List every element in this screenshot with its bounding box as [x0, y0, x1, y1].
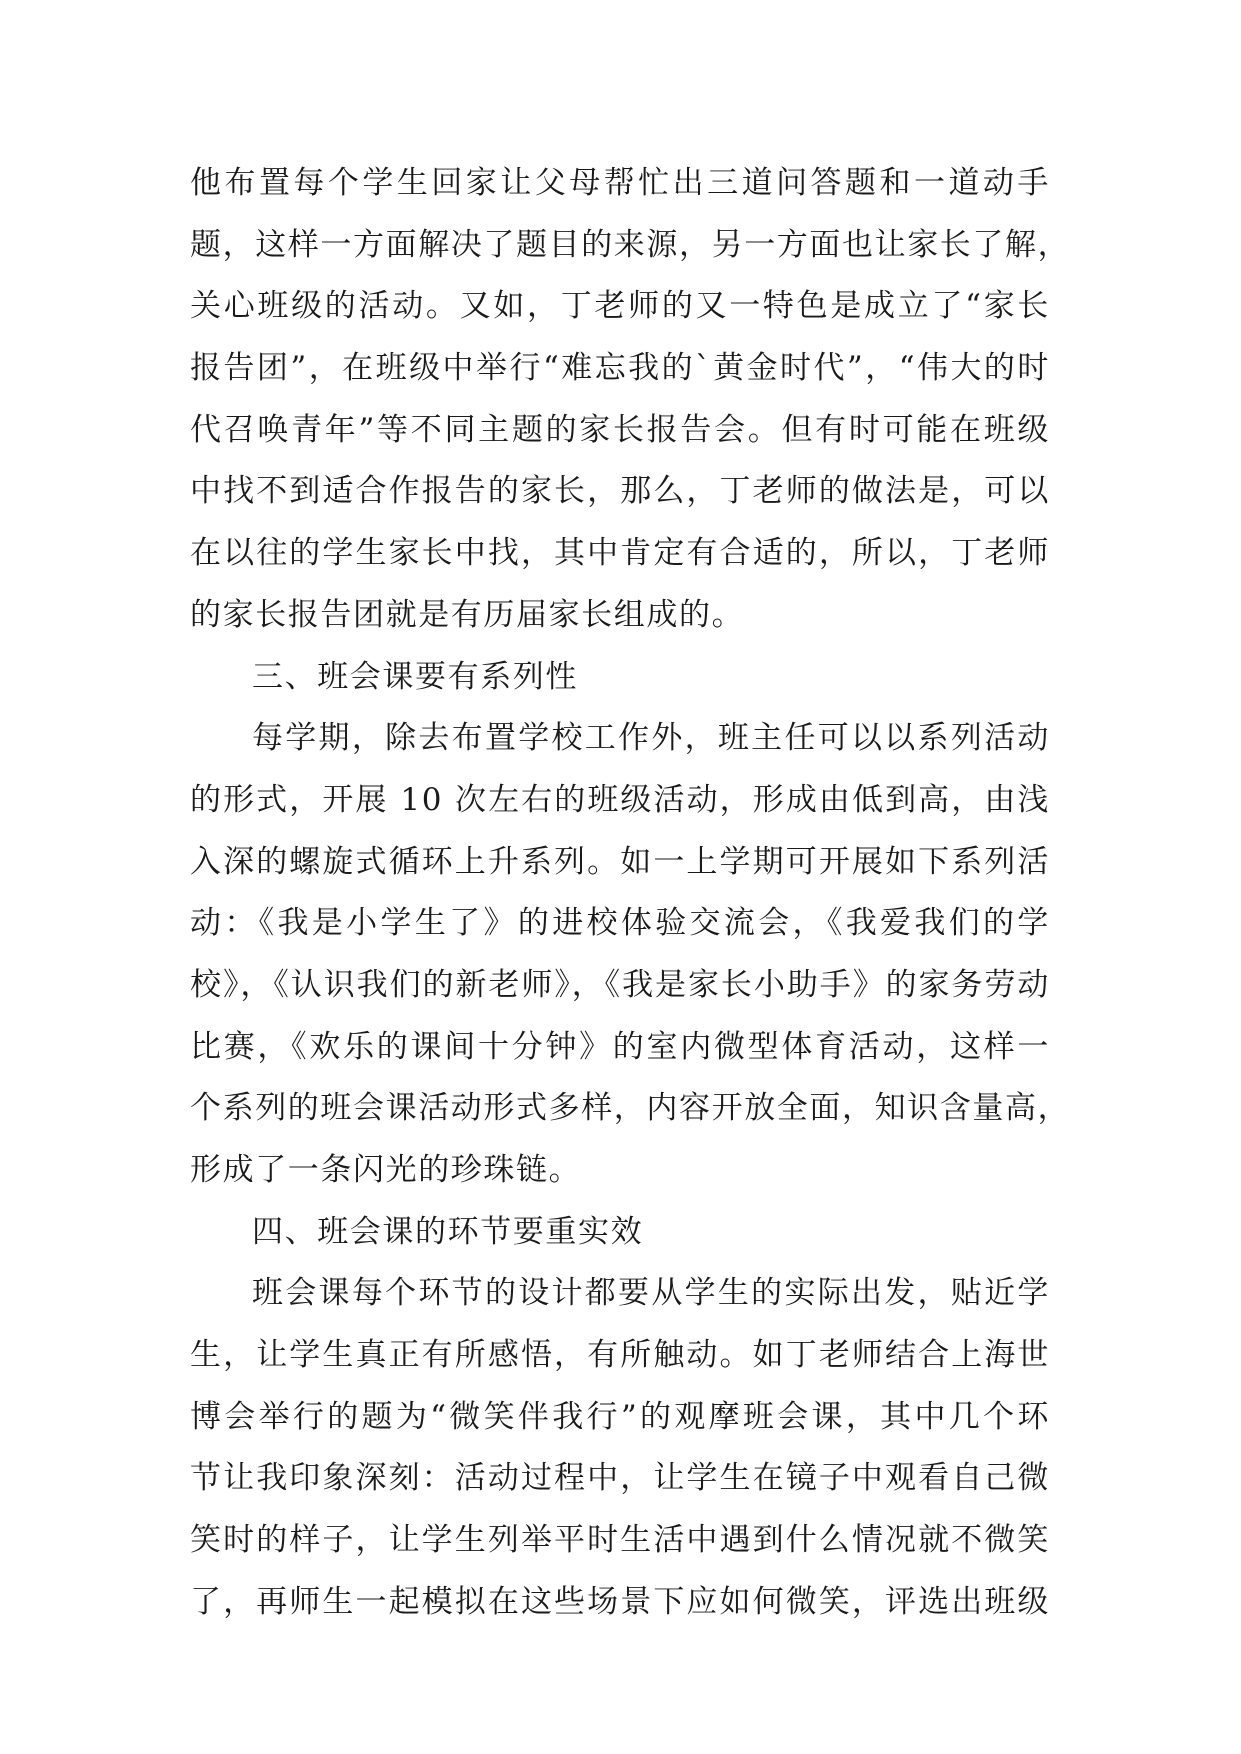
- text-line: 比赛，《欢乐的课间十分钟》的室内微型体育活动，这样一: [190, 1028, 1050, 1065]
- text-line: 动：《我是小学生了》的进校体验交流会，《我爱我们的学: [190, 905, 1050, 942]
- text-line: 笑时的样子，让学生列举平时生活中遇到什么情况就不微笑: [190, 1522, 1050, 1559]
- text-line: 生，让学生真正有所感悟，有所触动。如丁老师结合上海世: [190, 1337, 1050, 1374]
- text-line: 博会举行的题为“微笑伴我行”的观摩班会课，其中几个环: [190, 1398, 1050, 1435]
- text-line: 关心班级的活动。又如，丁老师的又一特色是成立了“家长: [190, 288, 1050, 325]
- text-line: 他布置每个学生回家让父母帮忙出三道问答题和一道动手: [190, 165, 1050, 201]
- text-line: 题，这样一方面解决了题目的来源，另一方面也让家长了解，: [190, 226, 1071, 263]
- text-line: 代召唤青年”等不同主题的家长报告会。但有时可能在班级: [190, 411, 1050, 448]
- text-line: 在以往的学生家长中找，其中肯定有合适的，所以，丁老师: [190, 535, 1050, 572]
- text-line: 班会课每个环节的设计都要从学生的实际出发，贴近学: [252, 1275, 1050, 1312]
- text-line: 个系列的班会课活动形式多样，内容开放全面，知识含量高，: [190, 1090, 1071, 1127]
- text-line: 的形式，开展 10 次左右的班级活动，形成由低到高，由浅: [190, 781, 1050, 818]
- text-line: 入深的螺旋式循环上升系列。如一上学期可开展如下系列活: [190, 843, 1050, 880]
- text-line: 每学期，除去布置学校工作外，班主任可以以系列活动: [252, 720, 1050, 757]
- text-line: 校》，《认识我们的新老师》，《我是家长小助手》的家务劳动: [190, 966, 1050, 1003]
- text-line: 形成了一条闪光的珍珠链。: [190, 1152, 582, 1188]
- text-line: 的家长报告团就是有历届家长组成的。: [190, 596, 745, 633]
- text-line: 报告团”，在班级中举行“难忘我的`黄金时代”，“伟大的时: [190, 350, 1050, 387]
- section-heading: 三、班会课要有系列性: [252, 658, 578, 695]
- section-heading: 四、班会课的环节要重实效: [252, 1213, 644, 1250]
- text-line: 中找不到适合作报告的家长，那么，丁老师的做法是，可以: [190, 473, 1050, 510]
- text-line: 了，再师生一起模拟在这些场景下应如何微笑，评选出班级: [190, 1583, 1050, 1620]
- document-body: [190, 153, 1071, 1634]
- text-line: 节让我印象深刻：活动过程中，让学生在镜子中观看自己微: [190, 1460, 1050, 1497]
